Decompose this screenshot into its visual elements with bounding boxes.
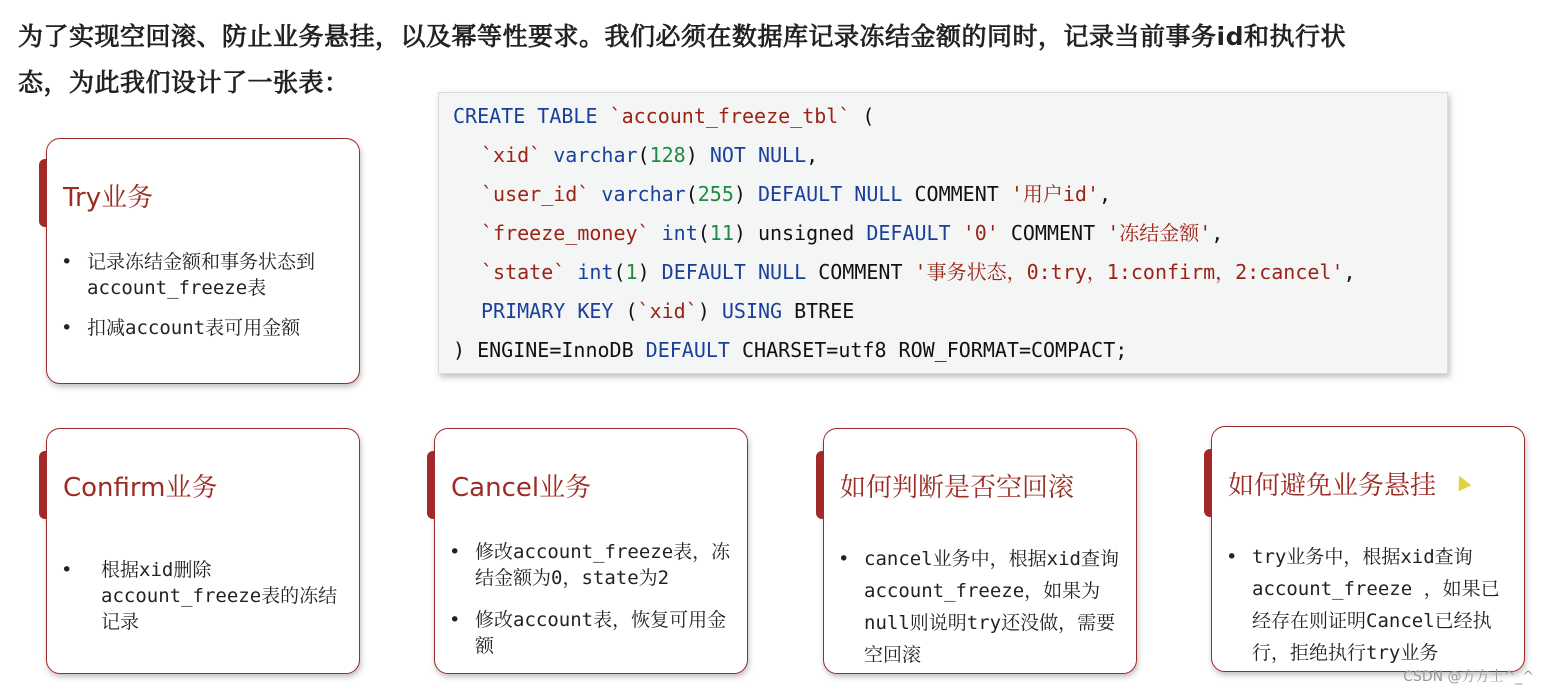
sql-code-block: [438, 92, 1448, 374]
code-token: DEFAULT: [866, 221, 951, 245]
card-title: Cancel业务: [451, 473, 592, 503]
code-token: (: [613, 260, 626, 284]
list-item: [59, 249, 349, 301]
card-title: 如何判断是否空回滚: [840, 473, 1075, 503]
code-token: `xid`: [637, 299, 698, 323]
code-token: `state`: [481, 260, 566, 284]
code-token: (: [685, 182, 698, 206]
list-item: [836, 543, 1128, 671]
card-accent-tab: [39, 159, 47, 227]
code-token: ): [637, 260, 662, 284]
list-item-text: 扣减account表可用金额: [87, 317, 301, 339]
bullet-icon: •: [61, 559, 73, 581]
code-token: COMMENT: [998, 221, 1108, 245]
watermark: CSDN @方方土^_^: [1403, 669, 1534, 685]
code-token: COMMENT: [806, 260, 915, 284]
card-list: [447, 539, 737, 659]
code-token: 255: [697, 182, 734, 206]
bullet-icon: •: [61, 251, 73, 273]
code-token: `account_freeze_tbl`: [609, 104, 851, 128]
code-token: 128: [649, 143, 686, 167]
bullet-icon: •: [449, 609, 461, 631]
code-token: `user_id`: [481, 182, 590, 206]
code-token: PRIMARY KEY: [481, 299, 614, 323]
card-title: Try业务: [63, 183, 154, 213]
code-token: ) unsigned: [733, 221, 867, 245]
code-token: int: [565, 260, 614, 284]
empty-rollback-card: [823, 428, 1137, 674]
list-item-text: 根据xid删除account_freeze表的冻结记录: [101, 559, 338, 633]
bullet-icon: •: [1226, 546, 1238, 568]
code-token: DEFAULT NULL: [661, 260, 807, 284]
code-line-2: [481, 142, 818, 168]
card-accent-tab: [1204, 449, 1212, 517]
cancel-card: [434, 428, 748, 674]
list-item: [447, 607, 737, 659]
card-list: [836, 543, 1128, 671]
list-item: [1224, 541, 1516, 669]
code-token: '冻结金额': [1107, 221, 1212, 245]
card-list: [59, 557, 349, 635]
code-token: ): [733, 182, 758, 206]
code-token: NOT NULL: [709, 143, 807, 167]
card-list: [1224, 541, 1516, 669]
code-token: varchar: [589, 182, 686, 206]
code-line-3: [481, 181, 1111, 207]
intro-line-1: 为了实现空回滚、防止业务悬挂，以及幂等性要求。我们必须在数据库记录冻结金额的同时，记录当前事务id和执行状: [18, 22, 1346, 51]
list-item: [59, 557, 349, 635]
code-line-1: [453, 103, 874, 129]
card-accent-tab: [427, 451, 435, 519]
card-list: [59, 249, 349, 341]
code-token: '用户id': [1010, 182, 1100, 206]
card-title: 如何避免业务悬挂: [1228, 471, 1437, 501]
card-accent-tab: [39, 451, 47, 519]
list-item-text: 修改account_freeze表，冻结金额为0，state为2: [475, 541, 731, 589]
code-token: USING: [721, 299, 783, 323]
code-token: ,: [806, 143, 819, 167]
code-line-4: [481, 220, 1223, 246]
code-token: ,: [1211, 221, 1224, 245]
code-token: int: [649, 221, 698, 245]
code-token: [951, 221, 963, 245]
code-token: 1: [625, 260, 638, 284]
list-item: [447, 539, 737, 591]
code-token: DEFAULT NULL: [757, 182, 903, 206]
intro-line-2: 态，为此我们设计了一张表：: [18, 68, 350, 97]
code-token: (: [850, 104, 875, 128]
code-token: `xid`: [481, 143, 542, 167]
code-token: '0': [962, 221, 999, 245]
code-token: ): [697, 299, 722, 323]
try-card: [46, 138, 360, 384]
code-line-7: [453, 337, 1127, 363]
code-token: (: [697, 221, 710, 245]
card-accent-tab: [816, 451, 824, 519]
bullet-icon: •: [838, 548, 850, 570]
code-token: ): [685, 143, 710, 167]
code-token: DEFAULT: [645, 338, 730, 362]
code-token: ,: [1099, 182, 1112, 206]
list-item-text: 记录冻结金额和事务状态到account_freeze表: [87, 251, 316, 299]
code-token: COMMENT: [902, 182, 1011, 206]
code-token: CREATE TABLE: [453, 104, 610, 128]
business-hang-card: [1211, 426, 1525, 672]
list-item-text: 修改account表，恢复可用金额: [475, 609, 727, 657]
bullet-icon: •: [449, 541, 461, 563]
code-token: `freeze_money`: [481, 221, 650, 245]
code-line-5: [481, 259, 1356, 285]
list-item-text: cancel业务中，根据xid查询account_freeze，如果为null则说明try还没做，需要空回滚: [864, 548, 1119, 666]
code-token: 11: [709, 221, 734, 245]
code-token: BTREE: [782, 299, 855, 323]
code-token: ,: [1343, 260, 1356, 284]
code-token: CHARSET=utf8 ROW_FORMAT=COMPACT;: [729, 338, 1128, 362]
list-item-text: try业务中，根据xid查询account_freeze ，如果已经存在则证明Cancel已经执行，拒绝执行try业务: [1252, 546, 1500, 664]
bullet-icon: •: [61, 317, 73, 339]
code-line-6: [481, 298, 854, 324]
code-token: (: [637, 143, 650, 167]
code-token: (: [613, 299, 638, 323]
code-token: '事务状态，0:try，1:confirm，2:cancel': [914, 260, 1344, 284]
confirm-card: [46, 428, 360, 674]
list-item: [59, 315, 349, 341]
code-token: ) ENGINE=InnoDB: [453, 338, 646, 362]
card-title: Confirm业务: [63, 473, 218, 503]
code-token: varchar: [541, 143, 638, 167]
